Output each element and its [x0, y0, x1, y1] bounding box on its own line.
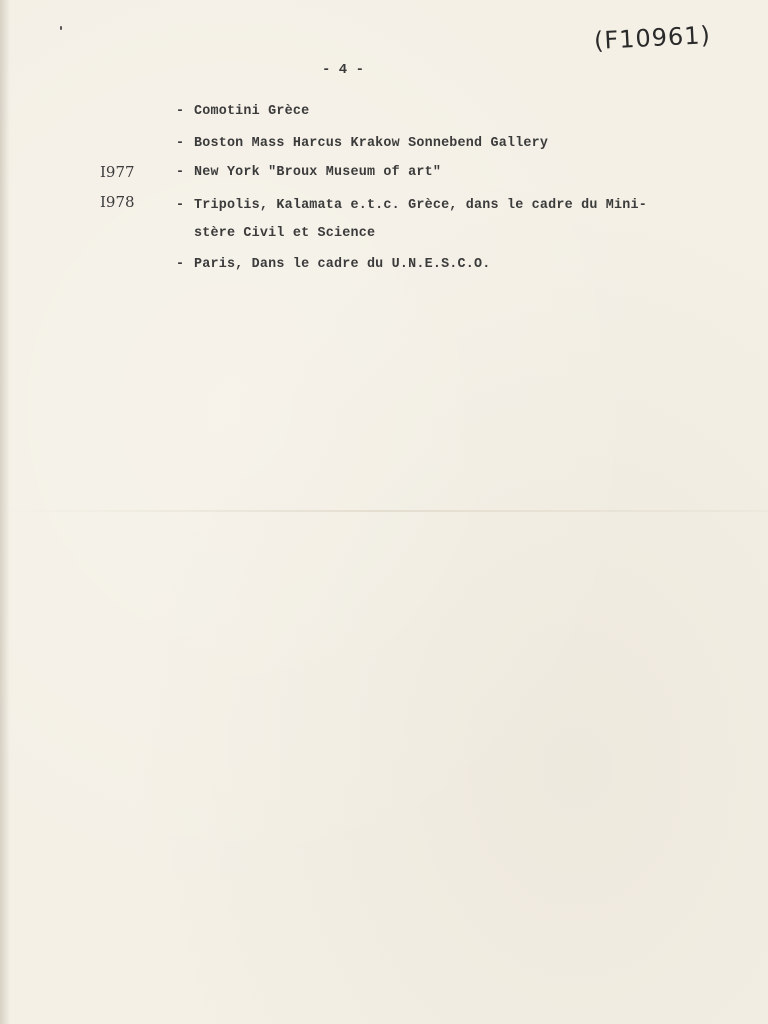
entry-dash: - [176, 104, 185, 119]
entry-dash: - [176, 198, 185, 213]
ink-speck [60, 26, 62, 30]
page-number: - 4 - [322, 62, 365, 78]
handwritten-reference-number: (F10961) [593, 20, 712, 56]
entry-text: Paris, Dans le cadre du U.N.E.S.C.O. [194, 257, 491, 272]
entry-dash: - [176, 136, 185, 151]
entry-dash: - [176, 257, 185, 272]
entry-text: Tripolis, Kalamata e.t.c. Grèce, dans le cadre du Mini- [194, 198, 647, 213]
entry-year: I977 [100, 163, 135, 181]
entry-year: I978 [100, 193, 135, 211]
entry-text: Comotini Grèce [194, 104, 310, 119]
entry-text: New York "Broux Museum of art" [194, 165, 442, 180]
entry-text: Boston Mass Harcus Krakow Sonnebend Gallery [194, 136, 549, 151]
paper-fold-line [0, 510, 768, 512]
page-edge-shadow [0, 0, 10, 1024]
entry-dash: - [176, 165, 185, 180]
entry-text: stère Civil et Science [194, 226, 376, 241]
